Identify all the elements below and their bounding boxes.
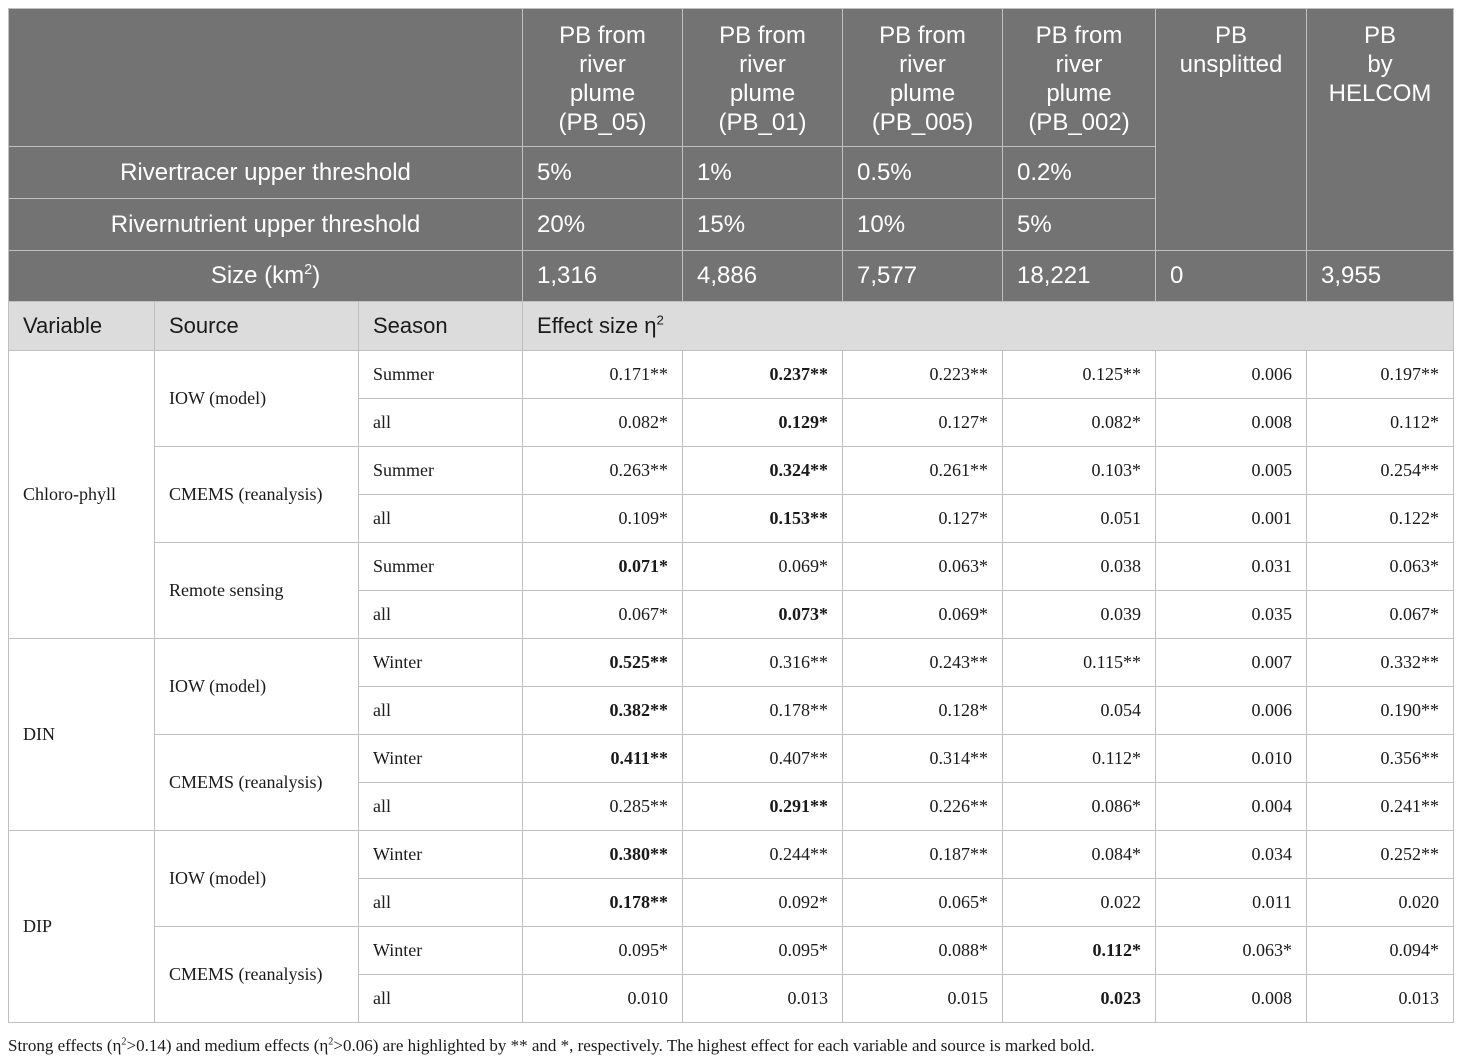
source-cell: IOW (model) [155, 351, 359, 447]
effect-value-cell: 0.063* [843, 543, 1003, 591]
season-cell: all [359, 687, 523, 735]
effect-value-cell: 0.263** [523, 447, 683, 495]
effect-value-cell: 0.031 [1156, 543, 1307, 591]
size-label-text: Size (km [210, 262, 305, 289]
effect-value-cell: 0.122* [1307, 495, 1454, 543]
size-label [9, 251, 523, 302]
effect-value-cell: 0.008 [1156, 399, 1307, 447]
col-header-pb01 [683, 9, 843, 147]
source-cell: IOW (model) [155, 639, 359, 735]
season-cell: all [359, 783, 523, 831]
size-row [9, 251, 1454, 302]
footnote-superscript: 2 [121, 1036, 127, 1048]
effect-value-cell: 0.001 [1156, 495, 1307, 543]
season-cell: Winter [359, 927, 523, 975]
size-value: 1,316 [523, 251, 683, 302]
effect-value-cell: 0.314** [843, 735, 1003, 783]
rivertracer-label: Rivertracer upper threshold [9, 147, 523, 199]
effect-value-cell: 0.291** [683, 783, 843, 831]
col-header-line: (PB_05) [558, 109, 647, 136]
effect-value-cell: 0.094* [1307, 927, 1454, 975]
col-header-pb-unsplitted [1156, 9, 1307, 251]
effect-value-cell: 0.109* [523, 495, 683, 543]
effect-value-cell: 0.178** [683, 687, 843, 735]
header-blank-cell [9, 9, 523, 147]
effect-value-cell: 0.127* [843, 399, 1003, 447]
effect-value-cell: 0.380** [523, 831, 683, 879]
rivertracer-value: 1% [683, 147, 843, 199]
subheader-row [9, 302, 1454, 351]
effect-value-cell: 0.051 [1003, 495, 1156, 543]
effect-value-cell: 0.084* [1003, 831, 1156, 879]
effect-value-cell: 0.010 [523, 975, 683, 1023]
effect-value-cell: 0.063* [1156, 927, 1307, 975]
effect-value-cell: 0.073* [683, 591, 843, 639]
table-row [9, 351, 1454, 399]
effect-value-cell: 0.038 [1003, 543, 1156, 591]
effect-value-cell: 0.007 [1156, 639, 1307, 687]
effect-value-cell: 0.005 [1156, 447, 1307, 495]
effect-value-cell: 0.006 [1156, 351, 1307, 399]
rivertracer-value: 0.2% [1003, 147, 1156, 199]
effect-value-cell: 0.092* [683, 879, 843, 927]
subheader-effect-text: Effect size η [537, 313, 657, 338]
season-cell: all [359, 975, 523, 1023]
size-value: 18,221 [1003, 251, 1156, 302]
col-header-line: plume [729, 80, 796, 107]
col-header-line: PB from [879, 22, 966, 49]
col-header-line: HELCOM [1328, 80, 1432, 107]
effect-value-cell: 0.197** [1307, 351, 1454, 399]
effect-value-cell: 0.008 [1156, 975, 1307, 1023]
variable-cell: DIN [9, 639, 155, 831]
effect-value-cell: 0.171** [523, 351, 683, 399]
effect-value-cell: 0.013 [683, 975, 843, 1023]
subheader-effect-size [523, 302, 1454, 351]
effect-value-cell: 0.332** [1307, 639, 1454, 687]
effect-value-cell: 0.112* [1307, 399, 1454, 447]
col-header-line: PB from [559, 22, 646, 49]
rivernutrient-value: 15% [683, 199, 843, 251]
col-header-line: unsplitted [1179, 51, 1283, 78]
effect-value-cell: 0.407** [683, 735, 843, 783]
col-header-pb005 [843, 9, 1003, 147]
effect-value-cell: 0.237** [683, 351, 843, 399]
size-value: 0 [1156, 251, 1307, 302]
effect-value-cell: 0.115** [1003, 639, 1156, 687]
effect-value-cell: 0.011 [1156, 879, 1307, 927]
source-cell: CMEMS (reanalysis) [155, 735, 359, 831]
effect-value-cell: 0.035 [1156, 591, 1307, 639]
col-header-pb-helcom [1307, 9, 1454, 251]
col-header-line: river [579, 51, 626, 78]
effect-value-cell: 0.241** [1307, 783, 1454, 831]
effect-value-cell: 0.125** [1003, 351, 1156, 399]
effect-value-cell: 0.187** [843, 831, 1003, 879]
table-row [9, 639, 1454, 687]
season-cell: Winter [359, 639, 523, 687]
subheader-effect-superscript: 2 [656, 312, 664, 328]
season-cell: all [359, 495, 523, 543]
effect-value-cell: 0.112* [1003, 927, 1156, 975]
rivertracer-value: 0.5% [843, 147, 1003, 199]
col-header-line: plume [569, 80, 636, 107]
effect-value-cell: 0.082* [1003, 399, 1156, 447]
col-header-line: by [1367, 51, 1393, 78]
effect-value-cell: 0.013 [1307, 975, 1454, 1023]
effect-value-cell: 0.261** [843, 447, 1003, 495]
col-header-line: PB [1215, 22, 1248, 49]
rivernutrient-label: Rivernutrient upper threshold [9, 199, 523, 251]
effect-value-cell: 0.065* [843, 879, 1003, 927]
source-cell: CMEMS (reanalysis) [155, 927, 359, 1023]
effect-value-cell: 0.103* [1003, 447, 1156, 495]
source-cell: CMEMS (reanalysis) [155, 447, 359, 543]
col-header-line: river [1055, 51, 1103, 78]
table-footnote [8, 1036, 1095, 1056]
footnote-text: Strong effects (η [8, 1036, 122, 1055]
effect-value-cell: 0.022 [1003, 879, 1156, 927]
table-row [9, 927, 1454, 975]
effect-value-cell: 0.254** [1307, 447, 1454, 495]
effect-value-cell: 0.244** [683, 831, 843, 879]
effect-value-cell: 0.054 [1003, 687, 1156, 735]
col-header-pb05 [523, 9, 683, 147]
col-header-line: PB from [719, 22, 806, 49]
effect-value-cell: 0.071* [523, 543, 683, 591]
header-row-columns [9, 9, 1454, 147]
col-header-pb002 [1003, 9, 1156, 147]
table-row [9, 735, 1454, 783]
season-cell: Winter [359, 831, 523, 879]
effect-value-cell: 0.112* [1003, 735, 1156, 783]
effect-value-cell: 0.316** [683, 639, 843, 687]
effect-value-cell: 0.082* [523, 399, 683, 447]
effect-value-cell: 0.382** [523, 687, 683, 735]
col-header-line: plume [1046, 80, 1112, 107]
effect-value-cell: 0.190** [1307, 687, 1454, 735]
effect-value-cell: 0.095* [523, 927, 683, 975]
effect-value-cell: 0.178** [523, 879, 683, 927]
effect-value-cell: 0.039 [1003, 591, 1156, 639]
subheader-season: Season [359, 302, 523, 351]
footnote-text: >0.14) and medium effects (η [126, 1036, 329, 1055]
effect-value-cell: 0.034 [1156, 831, 1307, 879]
season-cell: Summer [359, 447, 523, 495]
size-label-superscript: 2 [304, 262, 313, 278]
subheader-source: Source [155, 302, 359, 351]
col-header-line: PB [1364, 22, 1397, 49]
effect-value-cell: 0.324** [683, 447, 843, 495]
size-value: 4,886 [683, 251, 843, 302]
col-header-line: river [739, 51, 786, 78]
size-label-end: ) [312, 262, 321, 289]
effect-value-cell: 0.006 [1156, 687, 1307, 735]
footnote-text: >0.06) are highlighted by ** and *, respectively. The highest effect for each variable and source is marked bold. [333, 1036, 1095, 1055]
effect-value-cell: 0.285** [523, 783, 683, 831]
source-cell: Remote sensing [155, 543, 359, 639]
season-cell: Summer [359, 351, 523, 399]
effect-value-cell: 0.015 [843, 975, 1003, 1023]
rivernutrient-value: 5% [1003, 199, 1156, 251]
col-header-line: (PB_005) [871, 109, 974, 136]
effect-value-cell: 0.088* [843, 927, 1003, 975]
rivernutrient-value: 20% [523, 199, 683, 251]
effect-value-cell: 0.525** [523, 639, 683, 687]
subheader-variable: Variable [9, 302, 155, 351]
effect-value-cell: 0.020 [1307, 879, 1454, 927]
source-cell: IOW (model) [155, 831, 359, 927]
footnote-superscript: 2 [328, 1036, 334, 1048]
effect-value-cell: 0.069* [843, 591, 1003, 639]
effect-value-cell: 0.356** [1307, 735, 1454, 783]
effect-value-cell: 0.243** [843, 639, 1003, 687]
effect-value-cell: 0.252** [1307, 831, 1454, 879]
rivertracer-value: 5% [523, 147, 683, 199]
effect-size-table [8, 8, 1454, 1023]
size-value: 7,577 [843, 251, 1003, 302]
table-body [9, 351, 1454, 1023]
variable-cell: Chloro-phyll [9, 351, 155, 639]
rivernutrient-value: 10% [843, 199, 1003, 251]
size-value: 3,955 [1307, 251, 1454, 302]
effect-value-cell: 0.223** [843, 351, 1003, 399]
season-cell: all [359, 591, 523, 639]
effect-value-cell: 0.004 [1156, 783, 1307, 831]
effect-value-cell: 0.129* [683, 399, 843, 447]
season-cell: all [359, 879, 523, 927]
effect-size-table-container [8, 8, 1453, 1023]
effect-value-cell: 0.067* [1307, 591, 1454, 639]
effect-value-cell: 0.127* [843, 495, 1003, 543]
effect-value-cell: 0.063* [1307, 543, 1454, 591]
effect-value-cell: 0.153** [683, 495, 843, 543]
table-row [9, 543, 1454, 591]
col-header-line: river [899, 51, 946, 78]
effect-value-cell: 0.411** [523, 735, 683, 783]
col-header-line: (PB_01) [718, 109, 807, 136]
season-cell: Winter [359, 735, 523, 783]
effect-value-cell: 0.226** [843, 783, 1003, 831]
season-cell: all [359, 399, 523, 447]
effect-value-cell: 0.067* [523, 591, 683, 639]
season-cell: Summer [359, 543, 523, 591]
col-header-line: plume [889, 80, 956, 107]
table-row [9, 447, 1454, 495]
effect-value-cell: 0.086* [1003, 783, 1156, 831]
effect-value-cell: 0.023 [1003, 975, 1156, 1023]
effect-value-cell: 0.128* [843, 687, 1003, 735]
variable-cell: DIP [9, 831, 155, 1023]
effect-value-cell: 0.095* [683, 927, 843, 975]
effect-value-cell: 0.010 [1156, 735, 1307, 783]
table-row [9, 831, 1454, 879]
col-header-line: (PB_002) [1028, 109, 1130, 136]
effect-value-cell: 0.069* [683, 543, 843, 591]
col-header-line: PB from [1035, 22, 1123, 49]
